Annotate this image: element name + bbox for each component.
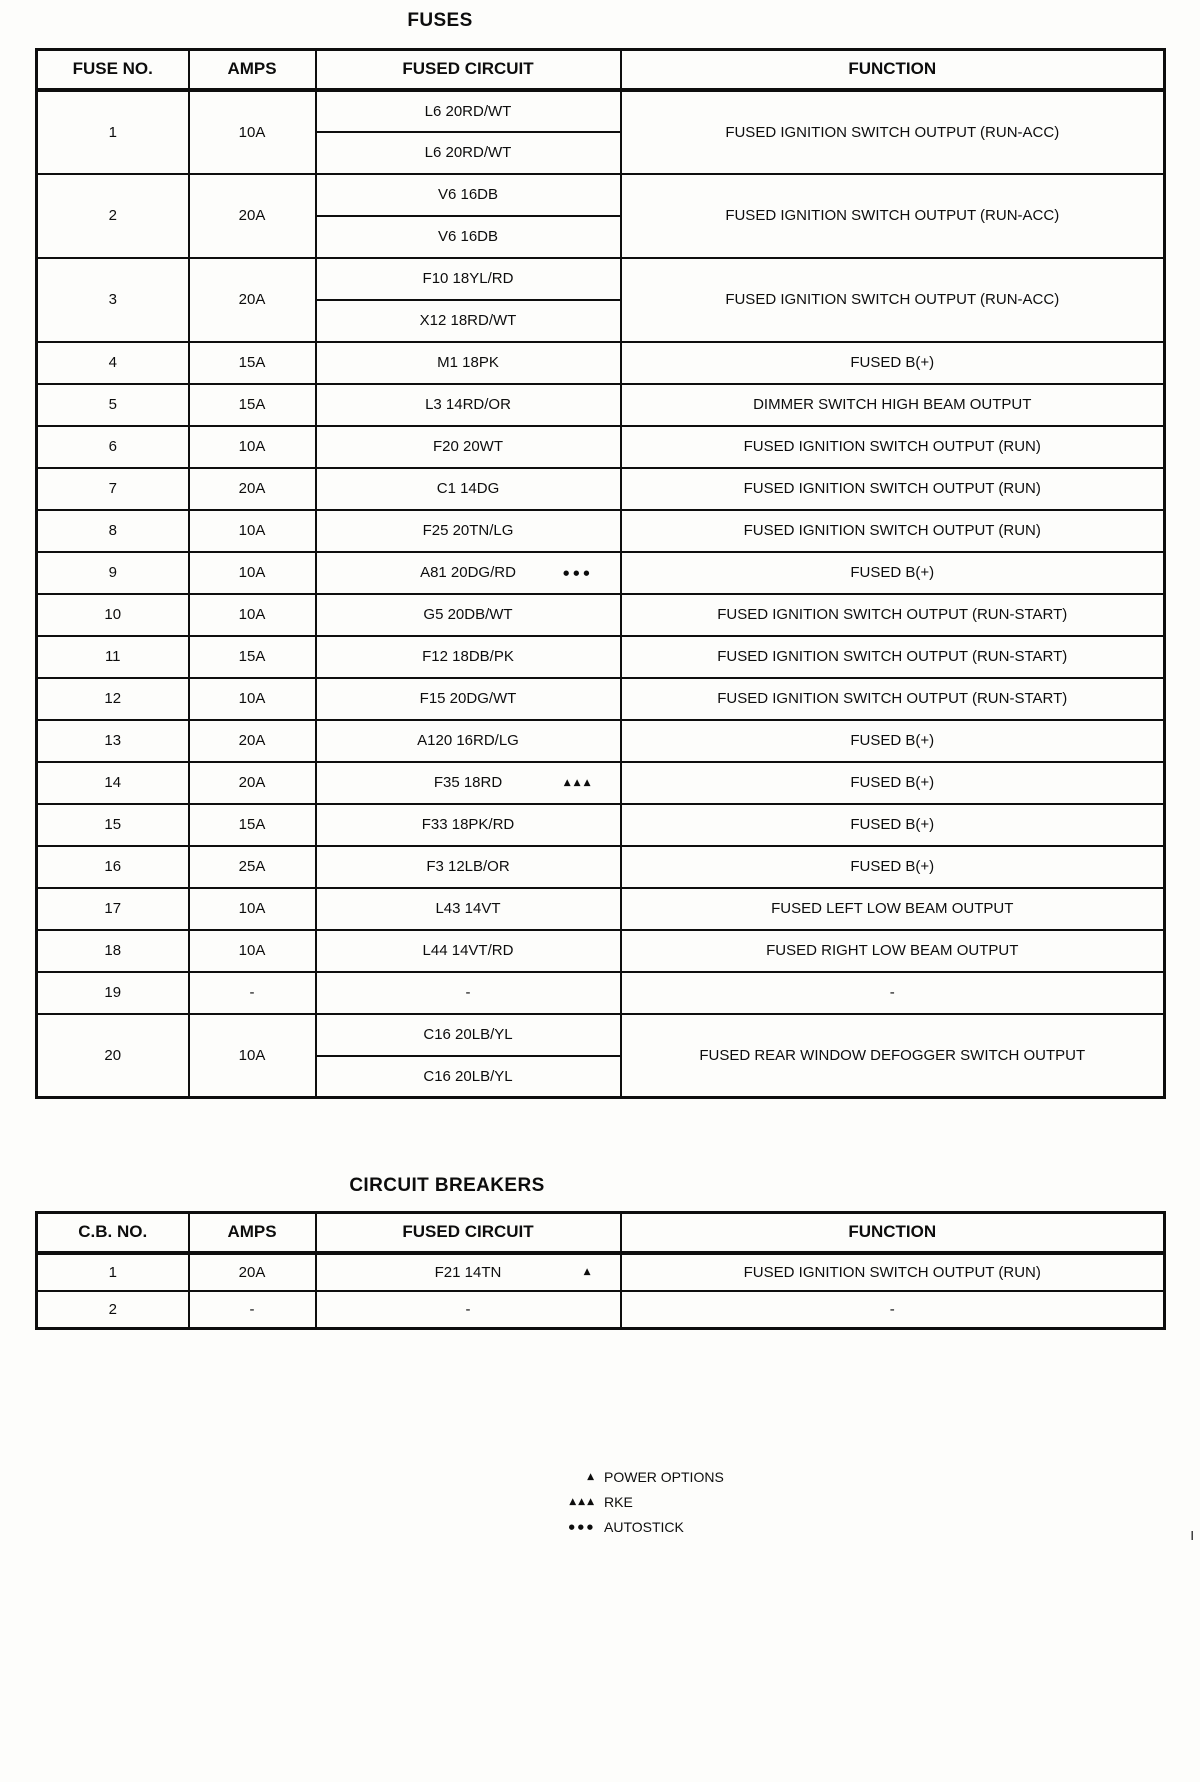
circuit-text: C16 20LB/YL bbox=[423, 1067, 513, 1085]
fuse-amps: 20A bbox=[189, 720, 316, 762]
circuit-text: M1 18PK bbox=[437, 354, 499, 371]
fuse-no: 19 bbox=[37, 972, 189, 1014]
fuse-amps: 10A bbox=[189, 678, 316, 720]
table-row bbox=[37, 174, 1165, 216]
circuit-text: F3 12LB/OR bbox=[426, 858, 510, 875]
fuse-no: 3 bbox=[37, 258, 189, 342]
legend-label: AUTOSTICK bbox=[604, 1518, 684, 1535]
circuit-text: L3 14RD/OR bbox=[425, 396, 511, 413]
fuse-function: FUSED IGNITION SWITCH OUTPUT (RUN-ACC) bbox=[621, 90, 1165, 174]
cb-amps: - bbox=[189, 1291, 316, 1329]
fuse-amps: 20A bbox=[189, 258, 316, 342]
cb-no: 2 bbox=[37, 1291, 189, 1329]
table-row bbox=[37, 804, 1165, 846]
fuse-no: 20 bbox=[37, 1014, 189, 1098]
fuse-no: 14 bbox=[37, 762, 189, 804]
fuse-circuit bbox=[316, 972, 621, 1014]
col-header-fused-circuit: FUSED CIRCUIT bbox=[316, 1213, 621, 1253]
fuse-circuit bbox=[316, 720, 621, 762]
fuse-no: 18 bbox=[37, 930, 189, 972]
rke-marker-icon: ▲▲▲ bbox=[563, 777, 594, 788]
fuse-function: FUSED B(+) bbox=[621, 342, 1165, 384]
circuit-text: C16 20LB/YL bbox=[423, 1026, 513, 1043]
table-row bbox=[37, 1253, 1165, 1291]
circuit-text: A81 20DG/RD bbox=[420, 564, 516, 581]
circuit-text: X12 18RD/WT bbox=[419, 312, 517, 329]
col-header-fused-circuit: FUSED CIRCUIT bbox=[316, 50, 621, 90]
fuse-amps: 15A bbox=[189, 342, 316, 384]
circuit-text: F35 18RD bbox=[433, 774, 503, 791]
fuses-title: FUSES bbox=[407, 10, 473, 31]
fuse-no: 4 bbox=[37, 342, 189, 384]
fuse-circuit bbox=[316, 132, 621, 174]
fuse-no: 9 bbox=[37, 552, 189, 594]
fuse-function: FUSED B(+) bbox=[621, 720, 1165, 762]
fuse-function: DIMMER SWITCH HIGH BEAM OUTPUT bbox=[621, 384, 1165, 426]
fuse-function: FUSED REAR WINDOW DEFOGGER SWITCH OUTPUT bbox=[621, 1014, 1165, 1098]
fuse-function: FUSED IGNITION SWITCH OUTPUT (RUN) bbox=[621, 426, 1165, 468]
fuse-circuit bbox=[316, 384, 621, 426]
fuse-no: 10 bbox=[37, 594, 189, 636]
table-row bbox=[37, 720, 1165, 762]
circuit-text: F25 20TN/LG bbox=[422, 522, 514, 539]
circuit-text: L43 14VT bbox=[435, 900, 501, 917]
fuse-amps: 10A bbox=[189, 930, 316, 972]
legend-item-rke bbox=[552, 1489, 724, 1514]
fuse-function: FUSED IGNITION SWITCH OUTPUT (RUN) bbox=[621, 468, 1165, 510]
fuse-amps: 20A bbox=[189, 468, 316, 510]
fuse-amps: 10A bbox=[189, 888, 316, 930]
circuit-text: F20 20WT bbox=[432, 438, 504, 455]
fuse-circuit bbox=[316, 552, 621, 594]
fuse-function: FUSED B(+) bbox=[621, 762, 1165, 804]
fuses-table-wrap bbox=[35, 48, 1166, 1099]
fuse-function: - bbox=[621, 972, 1165, 1014]
legend-item-power-options bbox=[552, 1464, 724, 1489]
fuse-no: 17 bbox=[37, 888, 189, 930]
legend bbox=[552, 1464, 724, 1539]
fuse-circuit bbox=[316, 426, 621, 468]
circuit-text: L44 14VT/RD bbox=[422, 942, 514, 959]
table-row bbox=[37, 468, 1165, 510]
col-header-amps: AMPS bbox=[189, 50, 316, 90]
cb-function: FUSED IGNITION SWITCH OUTPUT (RUN) bbox=[621, 1253, 1165, 1291]
table-row bbox=[37, 258, 1165, 300]
fuse-circuit bbox=[316, 216, 621, 258]
col-header-function: FUNCTION bbox=[621, 50, 1165, 90]
fuse-circuit bbox=[316, 90, 621, 132]
fuse-no: 12 bbox=[37, 678, 189, 720]
fuse-circuit bbox=[316, 300, 621, 342]
table-row bbox=[37, 510, 1165, 552]
fuse-amps: 20A bbox=[189, 762, 316, 804]
fuse-circuit bbox=[316, 678, 621, 720]
fuse-no: 8 bbox=[37, 510, 189, 552]
legend-label: POWER OPTIONS bbox=[604, 1468, 724, 1485]
fuse-no: 11 bbox=[37, 636, 189, 678]
fuse-no: 7 bbox=[37, 468, 189, 510]
fuse-no: 16 bbox=[37, 846, 189, 888]
circuit-text: F12 18DB/PK bbox=[422, 648, 514, 665]
col-header-cb-no: C.B. NO. bbox=[37, 1213, 189, 1253]
table-row bbox=[37, 762, 1165, 804]
table-row bbox=[37, 90, 1165, 132]
fuse-circuit bbox=[316, 762, 621, 804]
fuse-no: 13 bbox=[37, 720, 189, 762]
fuse-circuit bbox=[316, 342, 621, 384]
fuse-circuit bbox=[316, 174, 621, 216]
fuse-circuit bbox=[316, 888, 621, 930]
circuit-text: F33 18PK/RD bbox=[421, 816, 515, 833]
col-header-amps: AMPS bbox=[189, 1213, 316, 1253]
fuse-no: 6 bbox=[37, 426, 189, 468]
circuit-text: - bbox=[465, 984, 471, 1001]
circuit-text: F21 14TN bbox=[434, 1263, 502, 1281]
fuse-no: 15 bbox=[37, 804, 189, 846]
circuit-text: C1 14DG bbox=[436, 480, 500, 497]
circuit-text: F10 18YL/RD bbox=[422, 270, 514, 287]
cb-amps: 20A bbox=[189, 1253, 316, 1291]
fuse-circuit bbox=[316, 468, 621, 510]
fuse-circuit bbox=[316, 594, 621, 636]
fuse-function: FUSED LEFT LOW BEAM OUTPUT bbox=[621, 888, 1165, 930]
fuse-amps: 10A bbox=[189, 594, 316, 636]
col-header-function: FUNCTION bbox=[621, 1213, 1165, 1253]
triple-triangle-icon: ▲▲▲ bbox=[569, 1496, 596, 1507]
circuit-breakers-table-wrap bbox=[35, 1211, 1166, 1330]
col-header-fuse-no: FUSE NO. bbox=[37, 50, 189, 90]
fuse-amps: 10A bbox=[189, 552, 316, 594]
table-header-row bbox=[37, 1213, 1165, 1253]
fuse-circuit bbox=[316, 930, 621, 972]
fuse-amps: 10A bbox=[189, 426, 316, 468]
table-row bbox=[37, 426, 1165, 468]
fuse-circuit bbox=[316, 510, 621, 552]
fuse-amps: 10A bbox=[189, 1014, 316, 1098]
fuse-amps: 15A bbox=[189, 804, 316, 846]
fuse-amps: 15A bbox=[189, 636, 316, 678]
fuse-no: 5 bbox=[37, 384, 189, 426]
circuit-breakers-table bbox=[35, 1211, 1166, 1330]
fuse-circuit bbox=[316, 1014, 621, 1056]
cb-circuit bbox=[316, 1253, 621, 1291]
legend-item-autostick bbox=[552, 1514, 724, 1539]
table-row bbox=[37, 636, 1165, 678]
scan-edge-artifact: I bbox=[1190, 1528, 1194, 1543]
cb-no: 1 bbox=[37, 1253, 189, 1291]
fuse-function: FUSED RIGHT LOW BEAM OUTPUT bbox=[621, 930, 1165, 972]
table-row bbox=[37, 552, 1165, 594]
fuse-circuit bbox=[316, 636, 621, 678]
fuse-circuit bbox=[316, 846, 621, 888]
legend-label: RKE bbox=[604, 1493, 633, 1510]
fuse-amps: 15A bbox=[189, 384, 316, 426]
fuse-function: FUSED IGNITION SWITCH OUTPUT (RUN) bbox=[621, 510, 1165, 552]
fuse-amps: 10A bbox=[189, 90, 316, 174]
fuse-amps: 10A bbox=[189, 510, 316, 552]
fuse-circuit bbox=[316, 1056, 621, 1098]
table-row bbox=[37, 846, 1165, 888]
fuse-no: 1 bbox=[37, 90, 189, 174]
autostick-marker-icon: ●●● bbox=[563, 568, 594, 577]
circuit-breakers-title: CIRCUIT BREAKERS bbox=[349, 1175, 545, 1196]
circuit-text: G5 20DB/WT bbox=[423, 606, 513, 623]
circuit-text: V6 16DB bbox=[437, 228, 499, 245]
circuit-text: F15 20DG/WT bbox=[419, 690, 517, 707]
fuse-function: FUSED B(+) bbox=[621, 552, 1165, 594]
fuse-function: FUSED IGNITION SWITCH OUTPUT (RUN-ACC) bbox=[621, 174, 1165, 258]
fuses-table bbox=[35, 48, 1166, 1099]
table-row bbox=[37, 1291, 1165, 1329]
fuse-amps: 20A bbox=[189, 174, 316, 258]
triangle-icon: ▲ bbox=[587, 1471, 596, 1482]
fuse-circuit bbox=[316, 258, 621, 300]
cb-circuit bbox=[316, 1291, 621, 1329]
circuit-text: L6 20RD/WT bbox=[424, 102, 512, 120]
table-row bbox=[37, 678, 1165, 720]
cb-function: - bbox=[621, 1291, 1165, 1329]
circuit-text: A120 16RD/LG bbox=[417, 732, 519, 749]
fuse-function: FUSED IGNITION SWITCH OUTPUT (RUN-ACC) bbox=[621, 258, 1165, 342]
table-row bbox=[37, 888, 1165, 930]
triple-circle-icon: ●●● bbox=[568, 1522, 596, 1531]
table-row bbox=[37, 384, 1165, 426]
fuse-amps: - bbox=[189, 972, 316, 1014]
fuse-amps: 25A bbox=[189, 846, 316, 888]
power-options-marker-icon: ▲ bbox=[583, 1267, 594, 1277]
table-header-row bbox=[37, 50, 1165, 90]
fuse-no: 2 bbox=[37, 174, 189, 258]
circuit-text: V6 16DB bbox=[437, 186, 499, 203]
fuse-function: FUSED IGNITION SWITCH OUTPUT (RUN-START) bbox=[621, 678, 1165, 720]
table-row bbox=[37, 594, 1165, 636]
fuse-function: FUSED IGNITION SWITCH OUTPUT (RUN-START) bbox=[621, 594, 1165, 636]
table-row bbox=[37, 1014, 1165, 1056]
table-row bbox=[37, 342, 1165, 384]
table-row bbox=[37, 930, 1165, 972]
fuse-circuit bbox=[316, 804, 621, 846]
fuse-function: FUSED B(+) bbox=[621, 846, 1165, 888]
fuse-function: FUSED B(+) bbox=[621, 804, 1165, 846]
fuse-function: FUSED IGNITION SWITCH OUTPUT (RUN-START) bbox=[621, 636, 1165, 678]
circuit-text: - bbox=[465, 1300, 471, 1318]
circuit-text: L6 20RD/WT bbox=[424, 144, 512, 161]
table-row bbox=[37, 972, 1165, 1014]
